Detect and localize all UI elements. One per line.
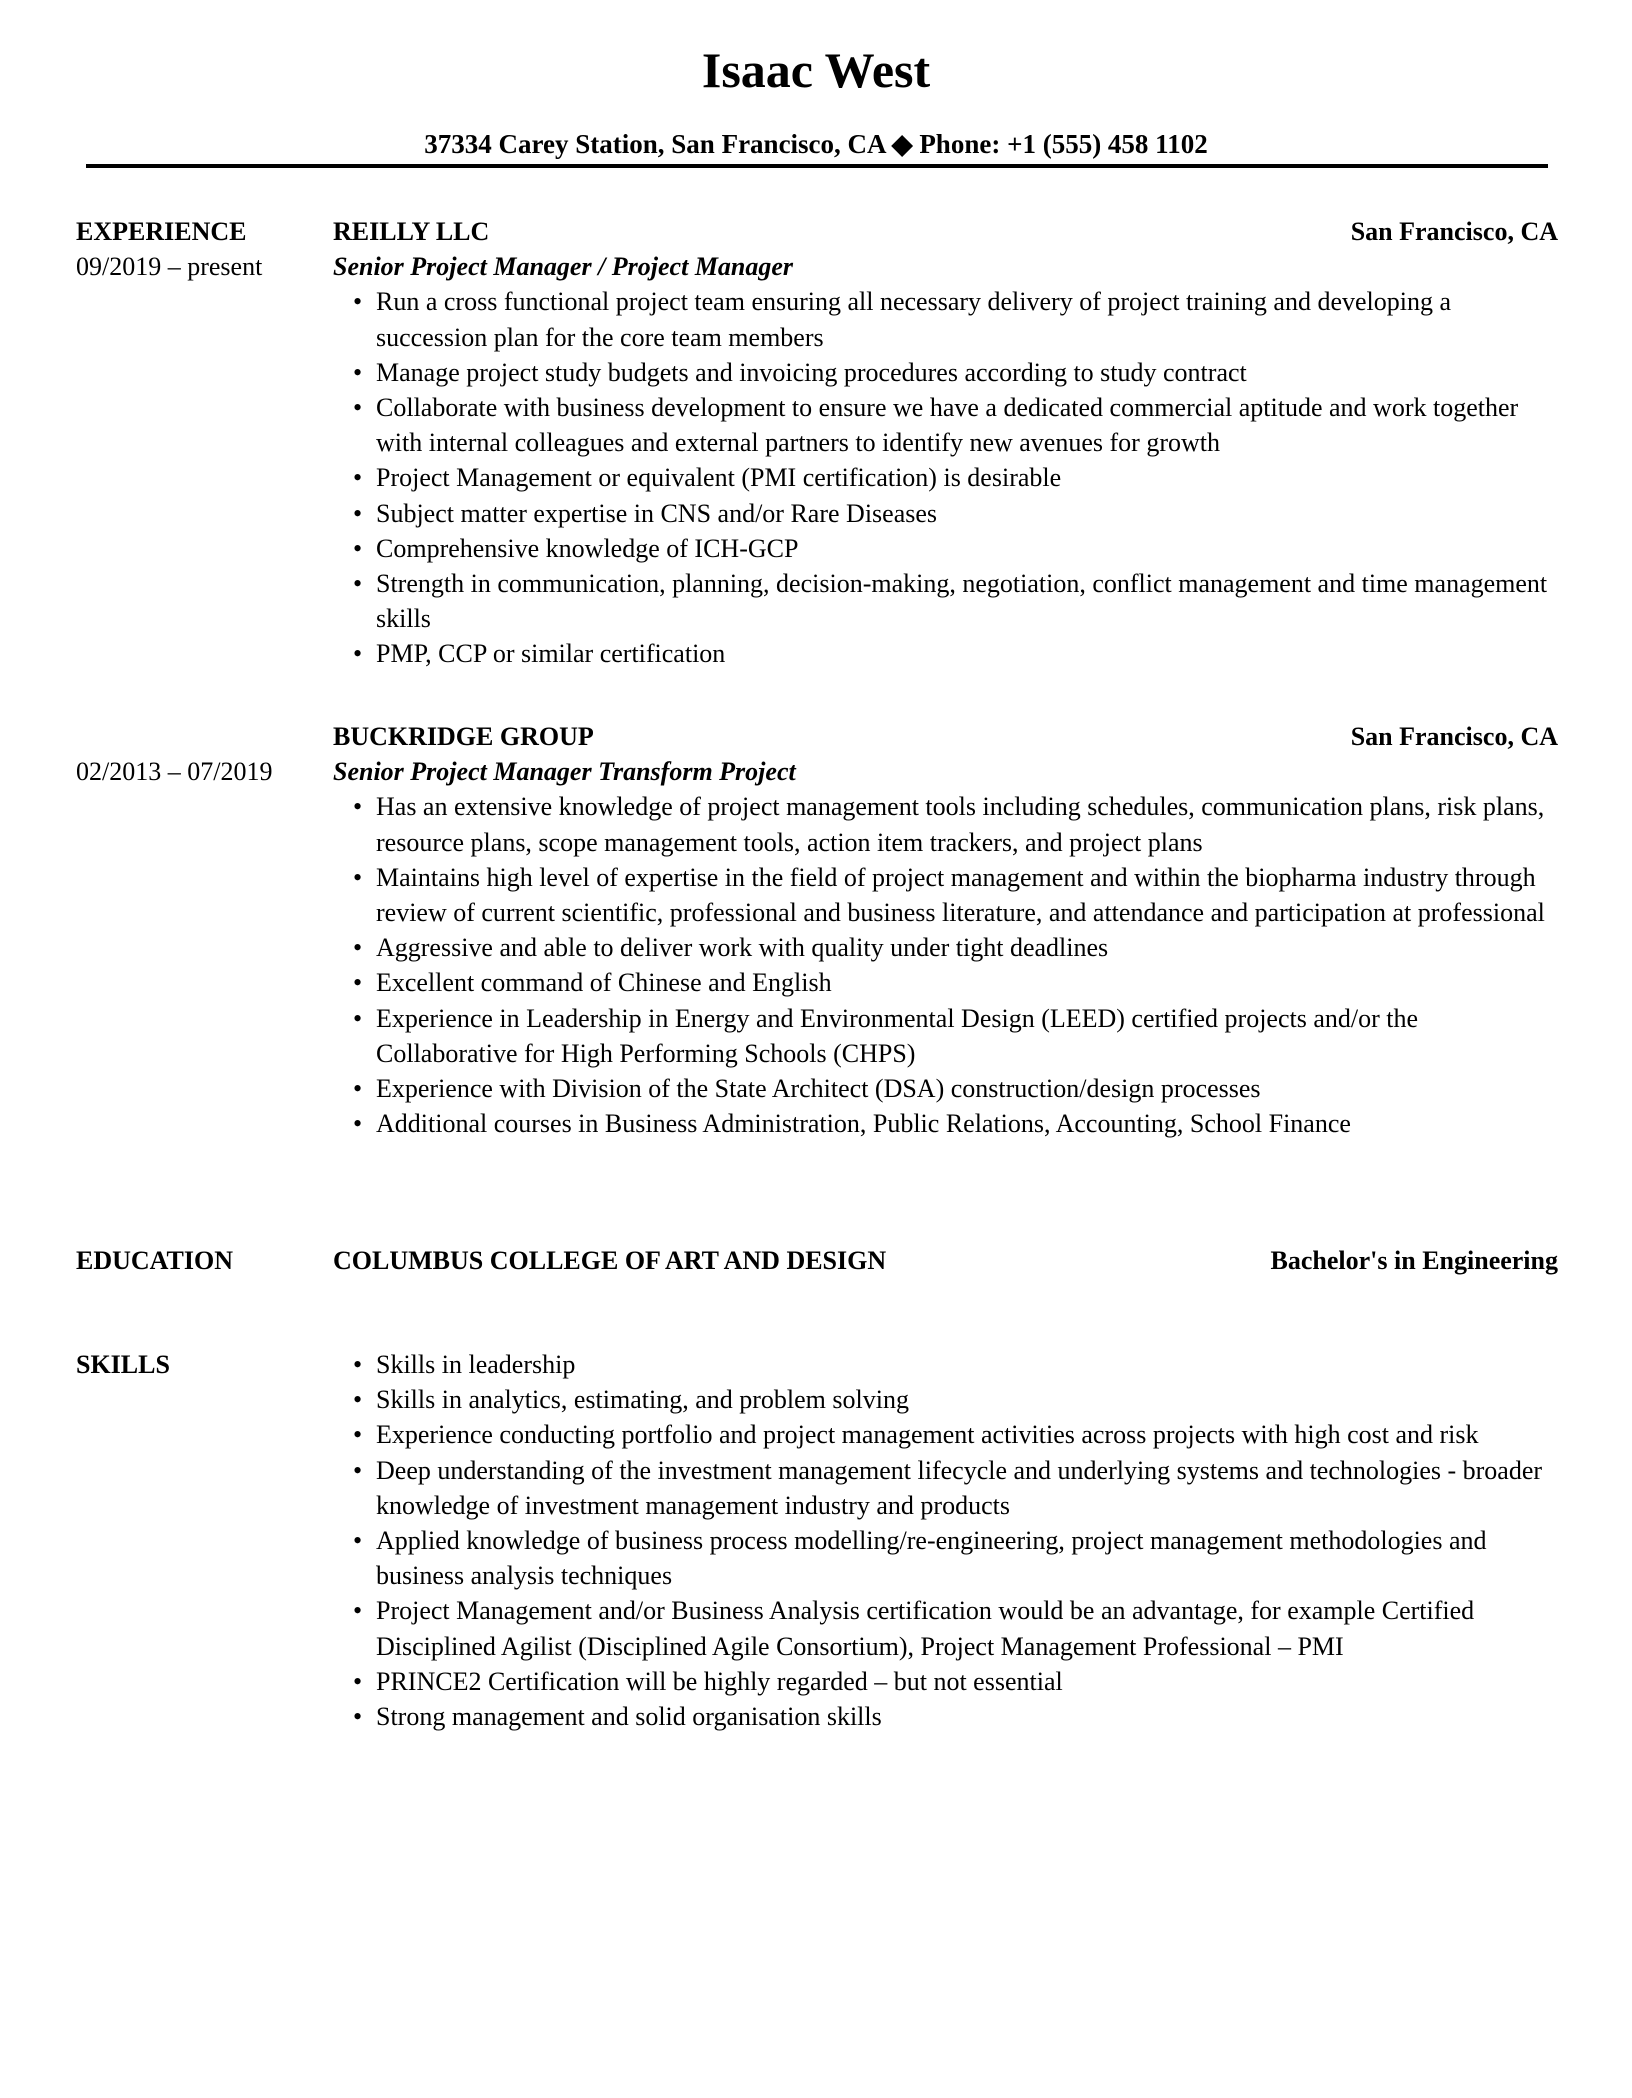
job-reilly	[76, 214, 1558, 672]
candidate-name: Isaac West	[701, 42, 931, 98]
skills-section	[76, 1347, 1558, 1734]
job-buckridge	[76, 719, 1558, 1141]
bullet-item: • PMP, CCP or similar certification	[376, 636, 1558, 671]
job-dates: 02/2013 – 07/2019	[76, 757, 273, 787]
job-location: San Francisco, CA	[1350, 217, 1558, 246]
bullet-item: • Aggressive and able to deliver work with quality under tight deadlines	[376, 930, 1558, 965]
job-title: Senior Project Manager Transform Project	[333, 757, 796, 787]
school-name: COLUMBUS COLLEGE OF ART AND DESIGN	[333, 1246, 887, 1275]
degree: Bachelor's in Engineering	[1270, 1246, 1558, 1275]
bullet-item: • Subject matter expertise in CNS and/or Rare Diseases	[376, 496, 1558, 531]
company-name: BUCKRIDGE GROUP	[333, 722, 594, 751]
header-divider	[86, 164, 1548, 168]
skills-list	[333, 1347, 1558, 1734]
skills-heading: SKILLS	[76, 1350, 170, 1379]
bullet-item: • Manage project study budgets and invoicing procedures according to study contract	[376, 355, 1558, 390]
bullet-item: • Project Management or equivalent (PMI certification) is desirable	[376, 460, 1558, 495]
bullet-item: • PRINCE2 Certification will be highly regarded – but not essential	[376, 1664, 1558, 1699]
bullet-item: • Maintains high level of expertise in the field of project management and within the biopharma industry through review of current scientific, professional and business literature, and attendance and participation at professional	[376, 860, 1558, 930]
education-heading: EDUCATION	[76, 1246, 233, 1275]
bullet-item: • Skills in analytics, estimating, and problem solving	[376, 1382, 1558, 1417]
bullet-item: • Run a cross functional project team ensuring all necessary delivery of project training and developing a succession plan for the core team members	[376, 284, 1558, 354]
experience-heading: EXPERIENCE	[76, 217, 247, 246]
bullet-item: • Collaborate with business development to ensure we have a dedicated commercial aptitude and work together with internal colleagues and external partners to identify new avenues for growth	[376, 390, 1558, 460]
bullet-item: • Excellent command of Chinese and English	[376, 965, 1558, 1000]
bullet-item: • Additional courses in Business Administration, Public Relations, Accounting, School Finance	[376, 1106, 1558, 1141]
company-name: REILLY LLC	[333, 217, 490, 246]
bullet-item: • Deep understanding of the investment management lifecycle and underlying systems and technologies - broader knowledge of investment management industry and products	[376, 1453, 1558, 1523]
bullet-item: • Has an extensive knowledge of project management tools including schedules, communication plans, risk plans, resource plans, scope management tools, action item trackers, and project plans	[376, 789, 1558, 859]
job-title: Senior Project Manager / Project Manager	[333, 252, 794, 282]
bullet-item: • Experience in Leadership in Energy and Environmental Design (LEED) certified projects and/or the Collaborative for High Performing Schools (CHPS)	[376, 1001, 1558, 1071]
bullet-item: • Project Management and/or Business Analysis certification would be an advantage, for example Certified Disciplined Agilist (Disciplined Agile Consortium), Project Management Professional – PMI	[376, 1593, 1558, 1663]
job-dates: 09/2019 – present	[76, 252, 263, 282]
education-section	[76, 1243, 1558, 1278]
bullet-item: • Applied knowledge of business process modelling/re-engineering, project management methodologies and business analysis techniques	[376, 1523, 1558, 1593]
bullet-item: • Strength in communication, planning, decision-making, negotiation, conflict management and time management skills	[376, 566, 1558, 636]
contact-line: 37334 Carey Station, San Francisco, CA ◆ Phone: +1 (555) 458 1102	[424, 129, 1208, 159]
bullet-item: • Experience with Division of the State Architect (DSA) construction/design processes	[376, 1071, 1558, 1106]
bullet-item: • Skills in leadership	[376, 1347, 1558, 1382]
job-bullets	[333, 284, 1558, 671]
bullet-item: • Comprehensive knowledge of ICH-GCP	[376, 531, 1558, 566]
job-bullets	[333, 789, 1558, 1141]
bullet-item: • Experience conducting portfolio and project management activities across projects with high cost and risk	[376, 1417, 1558, 1452]
job-location: San Francisco, CA	[1350, 722, 1558, 751]
bullet-item: • Strong management and solid organisation skills	[376, 1699, 1558, 1734]
